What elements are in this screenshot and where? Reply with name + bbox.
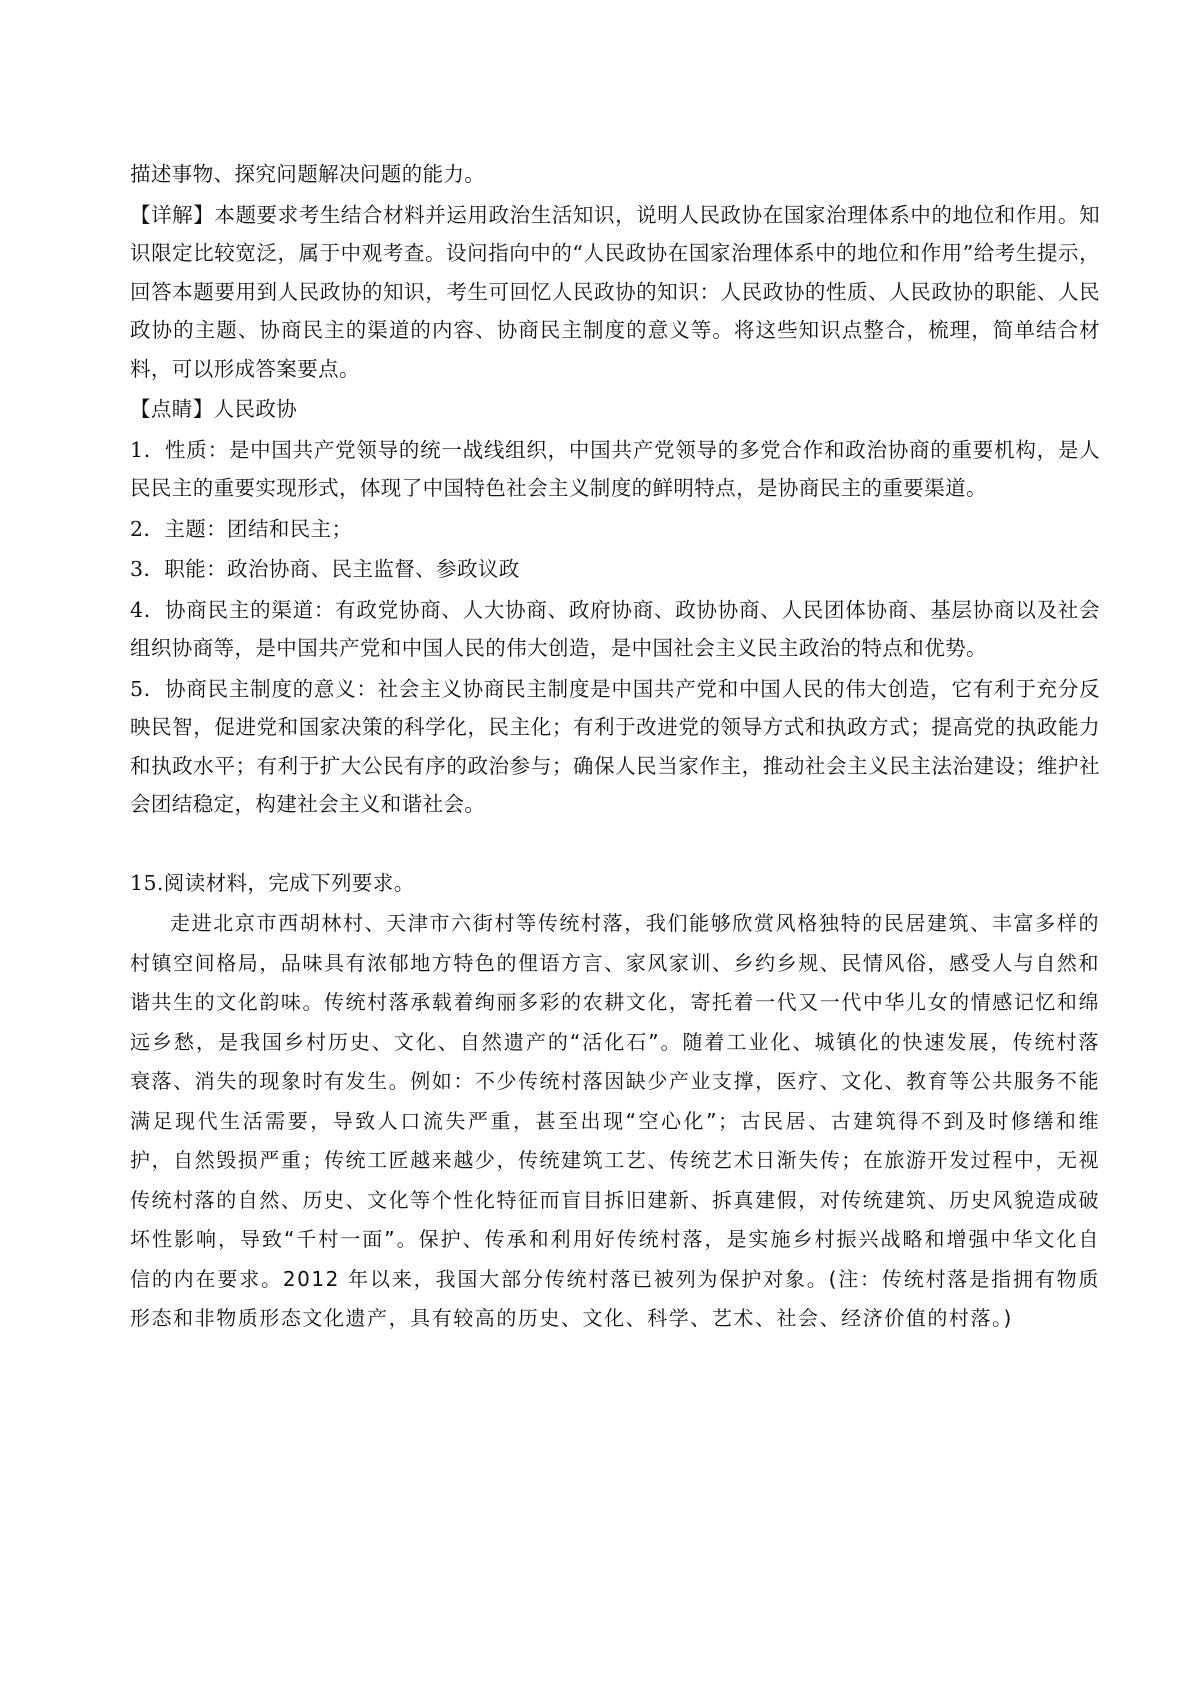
point-theme: 2．主题：团结和民主； [130,516,353,541]
document-page [130,155,1100,1339]
question-15-passage: 走进北京市西胡林村、天津市六街村等传统村落，我们能够欣赏风格独特的民居建筑、丰富多样的村镇空间格局，品味具有浓郁地方特色的俚语方言、家风家训、乡约乡规、民情风俗，感受人与自然和谐共生的文化韵味。传统村落承载着绚丽多彩的农耕文化，寄托着一代又一代中华儿女的情感记忆和绵远乡愁，是我国乡村历史、文化、自然遗产的“活化石”。随着工业化、城镇化的快速发展，传统村落衰落、消失的现象时有发生。例如：不少传统村落因缺少产业支撑，医疗、文化、教育等公共服务不能满足现代生活需要，导致人口流失严重，甚至出现“空心化”；古民居、古建筑得不到及时修缮和维护，自然毁损严重；传统工匠越来越少，传统建筑工艺、传统艺术日渐失传；在旅游开发过程中，无视传统村落的自然、历史、文化等个性化特征而盲目拆旧建新、拆真建假，对传统建筑、历史风貌造成破坏性影响，导致“千村一面”。保护、传承和利用好传统村落，是实施乡村振兴战略和增强中华文化自信的内在要求。2012 年以来，我国大部分传统村落已被列为保护对象。(注：传统村落是指拥有物质形态和非物质形态文化遗产，具有较高的历史、文化、科学、艺术、社会、经济价值的村落。) [130,911,1100,1330]
point-nature: 1．性质：是中国共产党领导的统一战线组织，中国共产党领导的多党合作和政治协商的重要机构，是人民民主的重要实现形式，体现了中国特色社会主义制度的鲜明特点，是协商民主的重要渠道。 [130,437,1100,500]
point-channels: 4．协商民主的渠道：有政党协商、人大协商、政府协商、政协协商、人民团体协商、基层协商以及社会组织协商等，是中国共产党和中国人民的伟大创造，是中国社会主义民主政治的特点和优势。 [130,597,1100,660]
analysis-continuation: 描述事物、探究问题解决问题的能力。 [130,162,486,186]
point-significance: 5．协商民主制度的意义：社会主义协商民主制度是中国共产党和中国人民的伟大创造，它有利于充分反映民智，促进党和国家决策的科学化，民主化；有利于改进党的领导方式和执政方式；提高党的执政能力和执政水平；有利于扩大公民有序的政治参与；确保人民当家作主，推动社会主义民主法治建设；维护社会团结稳定，构建社会主义和谐社会。 [130,676,1100,816]
highlight-title: 【点睛】人民政协 [130,397,298,421]
point-functions: 3．职能：政治协商、民主监督、参政议政 [130,557,520,581]
question-15-prompt: 15.阅读材料，完成下列要求。 [130,870,415,895]
detail-explanation: 【详解】本题要求考生结合材料并运用政治生活知识，说明人民政协在国家治理体系中的地位和作用。知识限定比较宽泛，属于中观考查。设问指向中的“人民政协在国家治理体系中的地位和作用”给考生提示，回答本题要用到人民政协的知识，考生可回忆人民政协的知识：人民政协的性质、人民政协的职能、人民政协的主题、协商民主的渠道的内容、协商民主制度的意义等。将这些知识点整合，梳理，简单结合材料，可以形成答案要点。 [130,202,1100,381]
